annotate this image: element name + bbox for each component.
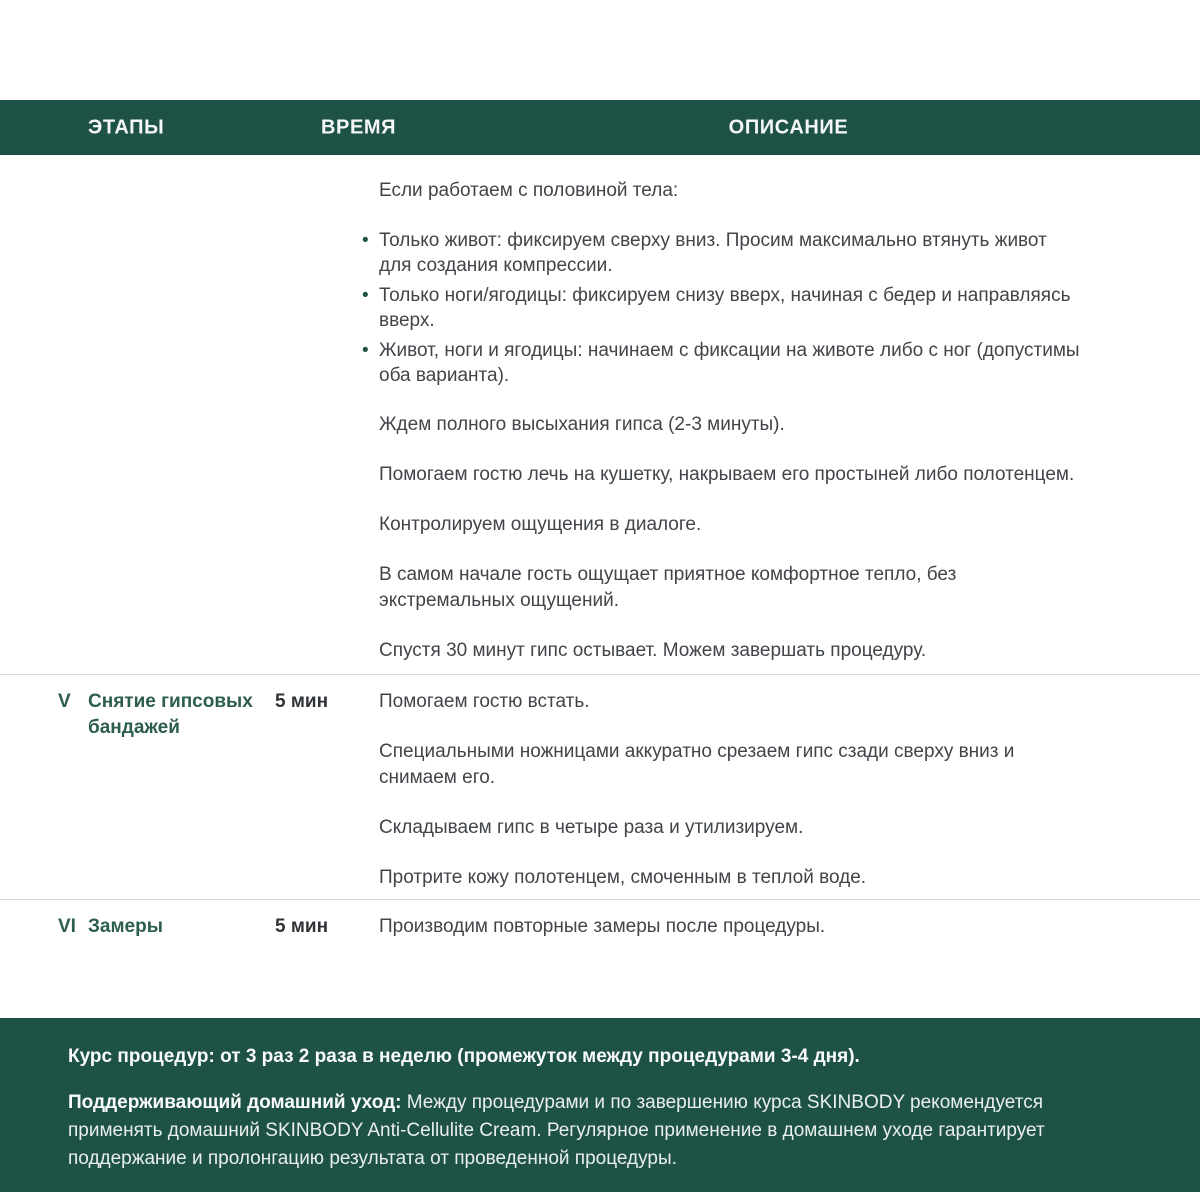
table-body <box>0 155 1200 960</box>
time-cell: 5 мин <box>275 916 329 937</box>
homecare-paragraph <box>68 1089 1083 1173</box>
stage-cell <box>0 689 260 891</box>
stage-cell <box>0 178 260 664</box>
time-cell: 5 мин <box>275 691 329 712</box>
table-header-bar <box>0 100 1200 155</box>
stage-numeral: V <box>58 691 71 712</box>
bullet-item: • Живот, ноги и ягодицы: начинаем с фиксации на животе либо с ног (допустимы оба варианта). <box>379 338 1082 388</box>
column-header-stages: ЭТАПЫ <box>88 116 165 138</box>
stage-cell <box>0 914 260 940</box>
bullet-list <box>379 228 1082 388</box>
description-paragraph: Помогаем гостю встать. <box>379 691 590 712</box>
column-header-time: ВРЕМЯ <box>321 116 397 138</box>
stage-title: Снятие гипсовых бандажей <box>88 691 253 738</box>
course-frequency-line: Курс процедур: от 3 раз 2 раза в неделю (промежуток между процедурами 3-4 дня). <box>68 1046 860 1067</box>
description-paragraph: Складываем гипс в четыре раза и утилизируем. <box>379 817 804 838</box>
description-paragraph: В самом начале гость ощущает приятное комфортное тепло, без экстремальных ощущений. <box>379 564 957 611</box>
stage-title: Замеры <box>88 916 163 937</box>
description-paragraph: Протрите кожу полотенцем, смоченным в теплой воде. <box>379 867 867 888</box>
description-paragraph: Если работаем с половиной тела: <box>379 180 679 201</box>
description-paragraph: Специальными ножницами аккуратно срезаем гипс сзади сверху вниз и снимаем его. <box>379 741 1015 788</box>
description-paragraph: Помогаем гостю лечь на кушетку, накрываем его простыней либо полотенцем. <box>379 464 1075 485</box>
description-cell <box>379 914 1082 940</box>
homecare-label: Поддерживающий домашний уход: <box>68 1092 402 1113</box>
description-paragraph: Контролируем ощущения в диалоге. <box>379 514 702 535</box>
description-cell <box>379 689 1082 891</box>
bullet-item: • Только живот: фиксируем сверху вниз. Просим максимально втянуть живот для создания компрессии. <box>379 228 1082 278</box>
description-cell <box>379 178 1082 664</box>
table-row <box>0 155 1200 674</box>
description-paragraph: Производим повторные замеры после процедуры. <box>379 916 826 937</box>
footer-note <box>0 1018 1200 1192</box>
table-row <box>0 899 1200 960</box>
description-paragraph: Ждем полного высыхания гипса (2-3 минуты). <box>379 414 785 435</box>
bullet-item: • Только ноги/ягодицы: фиксируем снизу вверх, начиная с бедер и направляясь вверх. <box>379 283 1082 333</box>
column-header-description: ОПИСАНИЕ <box>728 116 849 138</box>
description-paragraph: Спустя 30 минут гипс остывает. Можем завершать процедуру. <box>379 640 927 661</box>
table-row <box>0 674 1200 899</box>
stage-numeral: VI <box>58 916 76 937</box>
homecare-text: Между процедурами и по завершению курса SKINBODY рекомендуется применять домашний SKINBODY Anti-Cellulite Cream. Регулярное применение в домашнем уходе гарантирует поддержание и пролонгацию результата от проведенной процедуры. <box>68 1092 1045 1169</box>
